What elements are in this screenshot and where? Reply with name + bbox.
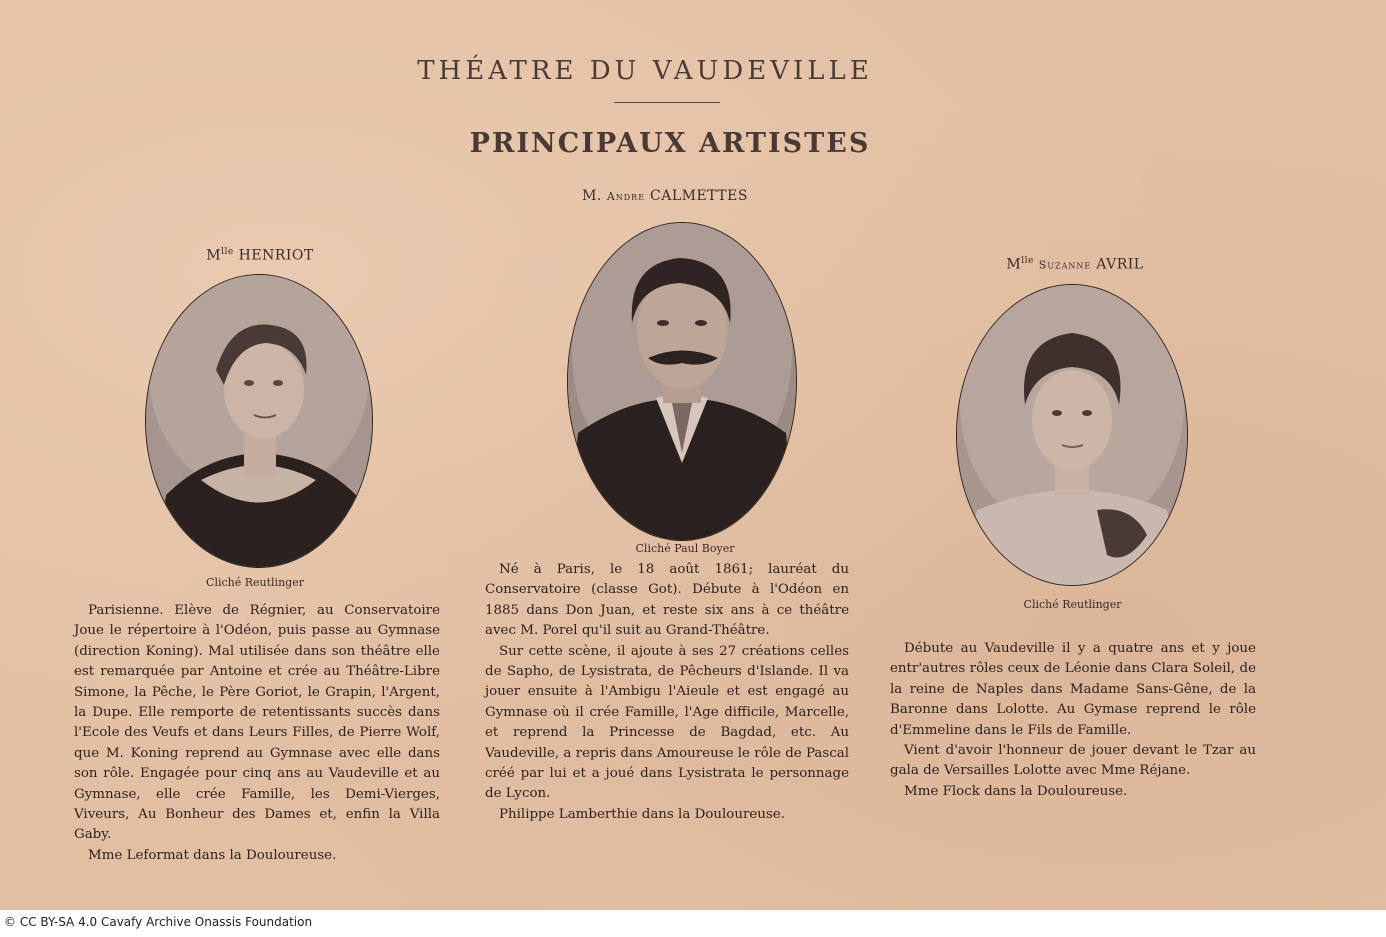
portrait-avril	[956, 284, 1188, 586]
artist-name-avril	[960, 256, 1190, 273]
photo-credit-avril: Cliché Reutlinger	[1023, 598, 1122, 611]
portrait-henriot	[145, 274, 373, 568]
photo-credit-henriot: Cliché Reutlinger	[206, 576, 304, 589]
bio-paragraph: Débute au Vaudeville il y a quatre ans et y joue entr'autres rôles ceux de Léonie dans Clara Soleil, de la reine de Naples dans Madame Sans-Gêne, de la Baronne dans Lolotte. Au Gymase reprend le rôle d'Emmeline dans le Fils de Famille.	[890, 641, 1256, 738]
bio-paragraph: Sur cette scène, il ajoute à ses 27 créations celles de Sapho, de Lysistrata, de Pêcheurs d'Islande. Il va jouer ensuite à l'Ambigu l'Aieule et est engagé au Gymnase où il crée Famille, l'Age difficile, Marcelle, et reprend la Princesse de Bagdad, etc. Au Vaudeville, a repris dans Amoureuse le rôle de Pascal créé par lui et a joué dans Lysistrata le personnage de Lycon.	[485, 643, 849, 802]
bio-role-line: Philippe Lamberthie dans la Douloureuse.	[499, 806, 785, 822]
portrait-calmettes	[567, 222, 797, 541]
name-prefix-sup: lle	[1021, 256, 1034, 266]
artist-firstname: Andre	[606, 190, 646, 203]
artist-firstname: Suzanne	[1038, 258, 1092, 272]
artist-name-henriot	[160, 247, 360, 264]
artist-surname: HENRIOT	[238, 247, 314, 264]
bio-calmettes	[485, 560, 849, 825]
bio-paragraph: Parisienne. Elève de Régnier, au Conservatoire Joue le répertoire à l'Odéon, puis passe au Gymnase (direction Koning). Mal utilisée dans son théâtre elle est remarquée par Antoine et crée au Théâtre-Libre Simone, la Pêche, le Père Goriot, le Grapin, l'Argent, la Dupe. Elle remporte de retentissants succès dans l'Ecole des Veufs et dans Leurs Filles, de Pierre Wolf, que M. Koning reprend au Gymnase avec elle dans son rôle. Engagée pour cinq ans au Vaudeville et au Gymnase, elle crée Famille, les Demi-Vierges, Viveurs, Au Bonheur des Dames et, enfin la Villa Gaby.	[74, 603, 440, 843]
artist-name-calmettes	[560, 188, 770, 204]
page-title: THÉATRE DU VAUDEVILLE	[417, 56, 873, 86]
bio-role-line: Mme Flock dans la Douloureuse.	[904, 783, 1128, 799]
artist-surname: CALMETTES	[650, 188, 748, 204]
bio-henriot	[74, 601, 440, 866]
bio-avril	[890, 639, 1256, 802]
name-prefix: M	[1006, 256, 1022, 273]
bio-paragraph: Né à Paris, le 18 août 1861; lauréat du Conservatoire (classe Got). Débute à l'Odéon en 1885 dans Don Juan, et reste six ans à ce théâtre avec M. Porel qu'il suit au Grand-Théâtre.	[485, 562, 849, 639]
title-divider	[614, 102, 720, 103]
bio-role-line: Mme Leformat dans la Douloureuse.	[88, 847, 337, 863]
name-prefix: M.	[582, 188, 602, 204]
artist-surname: AVRIL	[1096, 256, 1144, 273]
name-prefix-sup: lle	[221, 247, 234, 257]
bio-paragraph: Vient d'avoir l'honneur de jouer devant le Tzar au gala de Versailles Lolotte avec Mme Réjane.	[890, 743, 1256, 779]
license-credit: © CC BY-SA 4.0 Cavafy Archive Onassis Foundation	[4, 915, 313, 929]
photo-credit-calmettes: Cliché Paul Boyer	[635, 542, 735, 555]
page-subtitle: PRINCIPAUX ARTISTES	[469, 128, 871, 159]
name-prefix: M	[206, 247, 222, 264]
